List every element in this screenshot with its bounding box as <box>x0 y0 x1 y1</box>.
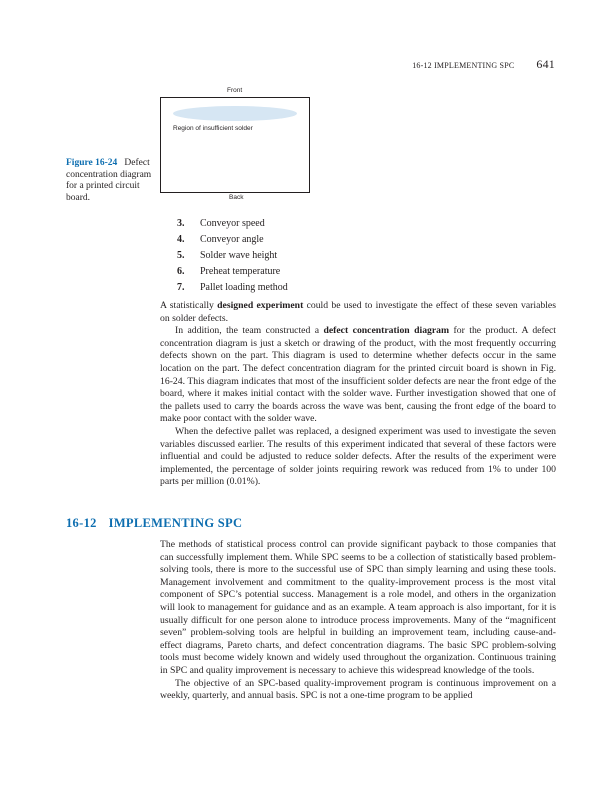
list-item-text: Preheat temperature <box>200 266 281 277</box>
region-label: Region of insufficient solder <box>173 125 253 132</box>
figure-caption-text: Defect concentration diagram for a printed circuit board. <box>66 158 152 203</box>
circuit-board-diagram <box>160 97 310 193</box>
list-item-text: Conveyor speed <box>200 218 265 229</box>
variable-list <box>177 218 288 298</box>
list-item <box>177 266 288 282</box>
paragraph: The methods of statistical process control can provide significant payback to those companies that can successfully implement them. While SPC seems to be a collection of statistically based problem-solving tools, there is more to the successful use of SPC than simply learning and using these tools. Management involvement and commitment to the quality-improvement process is the most vital component of SPC’s potential success. Management is a role model, and others in the organization will look to management for guidance and as an example. A team approach is also important, for it is usually difficult for one person alone to introduce process improvements. Many of the “magnificent seven” problem-solving tools are helpful in building an improvement team, including cause-and-effect diagrams, Pareto charts, and defect concentration diagrams. The basic SPC problem-solving tools must become widely known and widely used throughout the organization. Continuous training in SPC and quality improvement is necessary to achieve this widespread knowledge of the tools. <box>160 539 556 676</box>
list-item-text: Pallet loading method <box>200 282 288 293</box>
paragraph: When the defective pallet was replaced, a designed experiment was used to investigate the seven variables discussed earlier. The results of this experiment indicated that several of these factors were influential and could be adjusted to reduce solder defects. After the results of the experiment were implemented, the percentage of solder joints requiring rework was reduced from 1% to under 100 parts per million (0.01%). <box>160 425 556 488</box>
running-header-section: 16-12 IMPLEMENTING SPC <box>412 61 515 70</box>
body-text <box>160 300 556 489</box>
list-item <box>177 282 288 298</box>
text-run: for the product. A defect concentration diagram is just a sketch or drawing of the product, with the most frequently occurring defects shown on the part. This diagram is used to determine whether defects occur in the same location on the part. The defect concentration diagram for the printed circuit board is shown in Fig. 16-24. This diagram indicates that most of the insufficient solder defects are near the front edge of the board, where it makes initial contact with the solder wave. Further investigation showed that one of the pallets used to carry the boards across the wave was bent, causing the front edge of the board to make poor contact with the solder wave. <box>160 325 556 425</box>
figure-back-label: Back <box>229 194 244 201</box>
list-item-number: 7. <box>177 282 185 293</box>
list-item-text: Solder wave height <box>200 250 278 261</box>
list-item <box>177 234 288 250</box>
text-run: In addition, the team constructed a <box>175 325 324 337</box>
section-title: IMPLEMENTING SPC <box>108 516 243 530</box>
list-item-number: 6. <box>177 266 185 277</box>
term-defect-concentration-diagram: defect concentration diagram <box>323 325 450 337</box>
running-header <box>412 57 555 72</box>
list-item-number: 3. <box>177 218 185 229</box>
text-run: could be used to investigate the effect of these seven variables on solder defects. <box>160 300 556 324</box>
section-body-text <box>160 539 556 703</box>
figure-caption <box>66 158 156 204</box>
insufficient-solder-region <box>173 106 297 121</box>
paragraph: The objective of an SPC-based quality-improvement program is continuous improvement on a weekly, quarterly, and annual basis. SPC is not a one-time program to be applied <box>160 677 556 702</box>
figure-front-label: Front <box>227 87 243 94</box>
section-number: 16-12 <box>66 516 97 530</box>
list-item-number: 5. <box>177 250 185 261</box>
page-number: 641 <box>536 57 555 71</box>
list-item <box>177 218 288 234</box>
paragraph <box>160 325 556 426</box>
text-run: A statistically <box>160 300 218 311</box>
list-item-number: 4. <box>177 234 185 245</box>
list-item-text: Conveyor angle <box>200 234 264 245</box>
paragraph <box>160 300 556 325</box>
list-item <box>177 250 288 266</box>
term-designed-experiment: designed experiment <box>217 300 304 311</box>
section-heading <box>66 516 242 531</box>
figure-caption-number: Figure 16-24 <box>66 158 118 168</box>
